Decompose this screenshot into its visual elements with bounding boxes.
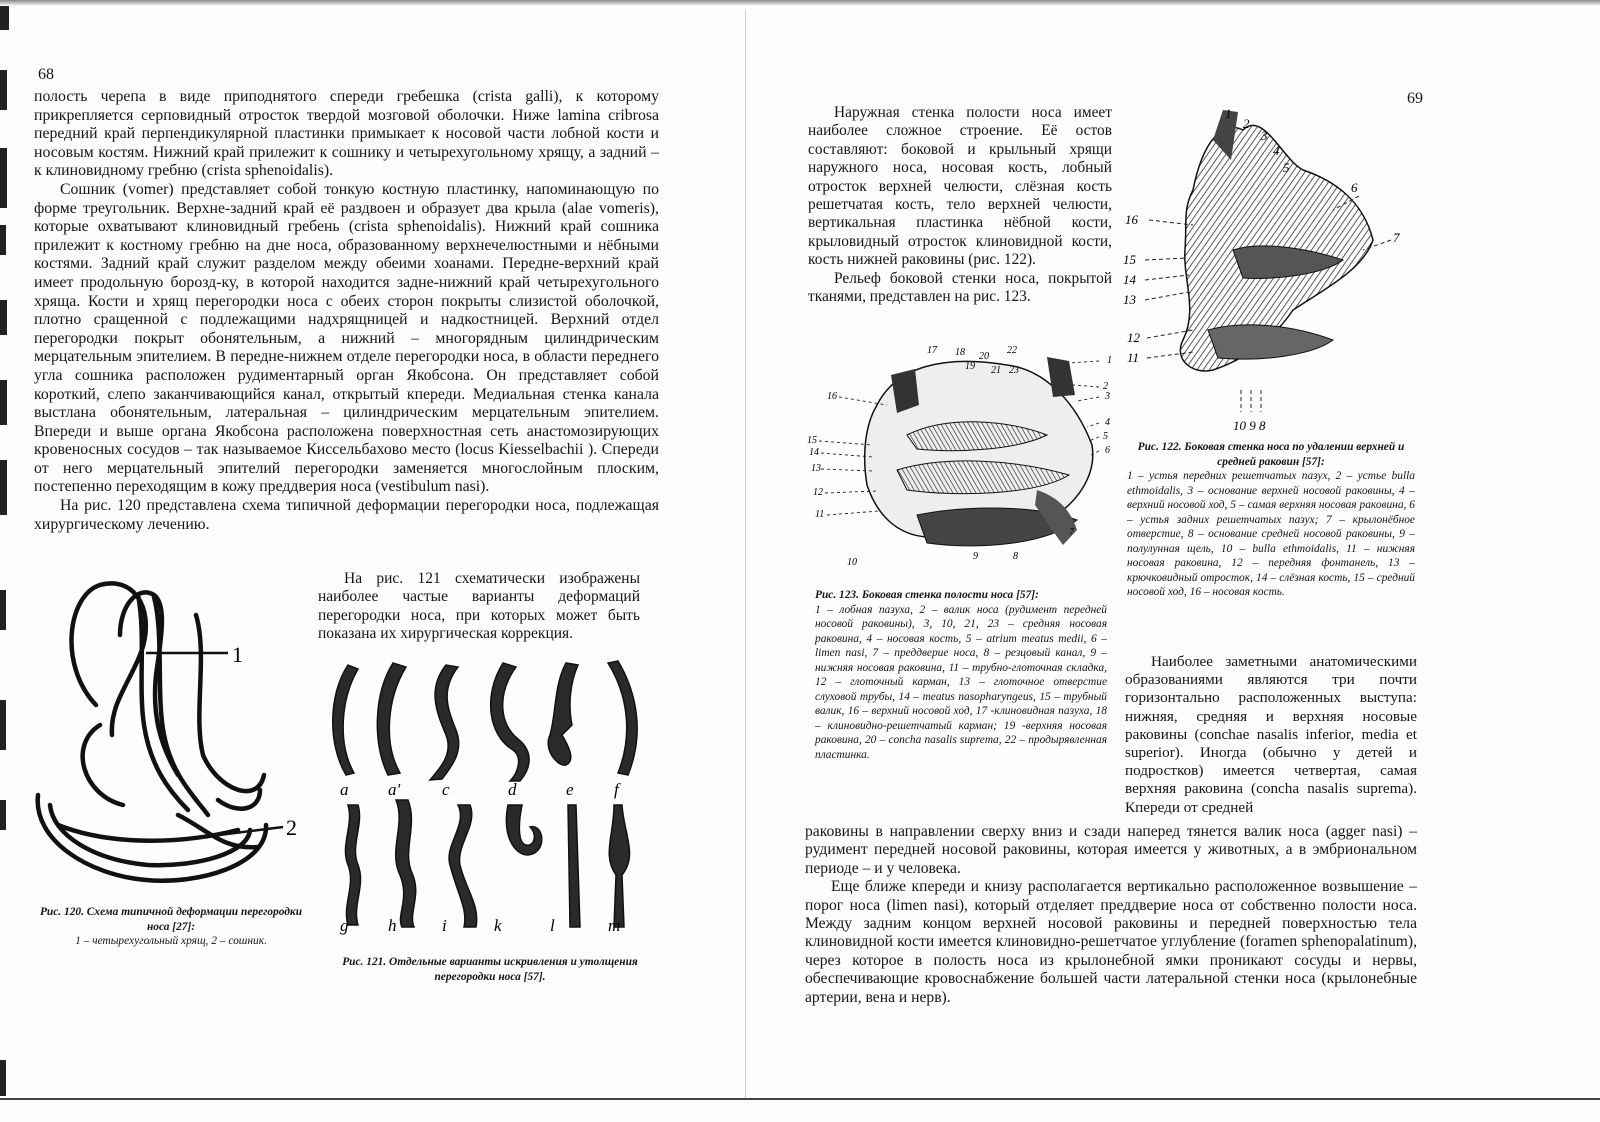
fig123-number: 13 [811, 463, 821, 474]
fig121-intro-text [318, 570, 640, 644]
right-side-text [1125, 653, 1417, 817]
paragraph: Рельеф боковой стенки носа, покрытой тканями, представлен на рис. 123. [808, 269, 1112, 306]
fig120-label-1: 1 [232, 642, 243, 667]
fig121-letter: h [388, 916, 397, 935]
page-number-right: 69 [1407, 90, 1423, 107]
fig123-number: 1 [1107, 355, 1112, 366]
fig123-number: 4 [1105, 417, 1110, 428]
left-text-column [34, 88, 659, 534]
fig123-number: 11 [815, 509, 825, 520]
fig122-number: 2 [1243, 116, 1250, 131]
fig121-letter: a' [388, 780, 401, 799]
right-bottom-text [805, 823, 1417, 1007]
fig121-letter: k [494, 916, 502, 935]
fig122-number: 14 [1123, 272, 1136, 287]
fig122-number: 12 [1127, 330, 1140, 345]
figure-122-caption [1127, 440, 1415, 600]
fig120-label-2: 2 [286, 815, 297, 840]
fig121-letter: e [566, 780, 574, 799]
fig123-number: 15 [807, 435, 817, 446]
fig123-number: 20 [979, 351, 989, 362]
fig123-number: 12 [813, 487, 823, 498]
fig122-number: 5 [1283, 160, 1290, 175]
paragraph: На рис. 121 схематически изображены наиболее частые варианты деформаций перегородки носа, при которых может быть показана их хирургическая коррекция. [318, 570, 640, 643]
fig122-number: 16 [1125, 212, 1138, 227]
fig121-letter: f [614, 780, 619, 799]
fig123-number: 6 [1105, 445, 1110, 456]
fig123-number: 7 [1069, 527, 1074, 538]
fig123-caption-body: 1 – лобная пазуха, 2 – валик носа (рудимент передней носовой раковины), 3, 10, 21, 23 – средняя носовая раковина, 4 – носовая кость, 5 – atrium meatus medii, 6 – limen nasi, 7 – преддверие носа, 8 – резцовый канал, 9 – нижняя носовая раковина, 11 – трубно-глоточная складка, 12 – глоточный карман, 13 – глоточное отверстие слуховой трубы, 14 – meatus nasopharyngeus, 15 – трубный валик, 16 – верхний носовой ход, 17 -клиновидная пазуха, 18 – клиновидно-решетчатый карман; 19 -верхняя носовая раковина, 20 – concha nasalis suprema, 22 – продырявленная пластинка. [815, 603, 1107, 761]
right-page [745, 0, 1600, 1122]
fig123-number: 23 [1009, 365, 1019, 376]
fig120-caption-title: Рис. 120. Схема типичной деформации перегородки носа [27]: [39, 906, 303, 933]
fig121-letter: c [442, 780, 450, 799]
fig122-number: 6 [1351, 180, 1358, 195]
figure-120-septum-scheme [28, 575, 318, 900]
paragraph: Еще ближе кпереди и книзу располагается вертикально расположенное возвышение – порог носа (limen nasi), который отделяет преддверие носа от собственно полости носа. Между задним концом верхней носовой раковины и передней поверхностью тела клиновидной кости имеется клиновидно-решетчатое углубление (foramen sphenopalatinum), через которое в полость носа из крылонебной ямки проникают сосуды и нервы, обеспечивающие кровоснабжение большей части латеральной стенки носа (крылонебные артерии, вена и нерв). [805, 878, 1417, 1006]
fig123-number: 16 [827, 391, 837, 402]
fig121-letter: m [608, 916, 621, 935]
fig121-letter: a [340, 780, 349, 799]
fig122-number: 10 9 8 [1233, 418, 1266, 430]
fig122-number: 3 [1261, 128, 1268, 143]
fig121-letter: l [550, 916, 555, 935]
fig123-number: 19 [965, 361, 975, 372]
fig123-number: 14 [809, 447, 819, 458]
figure-120-caption [36, 905, 306, 949]
fig123-number: 10 [847, 557, 857, 568]
paragraph: Наиболее заметными анатомическими образованиями являются три почти горизонтально расположенных выступа: нижняя, средняя и верхняя носовые раковины (conchae nasalis inferior, media et superior). Иногда (обычно у детей и подростков) имеется четвертая, самая верхняя раковина (concha nasalis suprema). Кпереди от средней [1125, 653, 1417, 816]
figure-122-lateral-nasal-wall [1123, 100, 1423, 430]
fig123-number: 21 [991, 365, 1001, 376]
fig121-letter: g [340, 916, 349, 935]
fig122-number: 11 [1127, 350, 1140, 365]
page-number-left: 68 [38, 66, 54, 83]
fig122-caption-body: 1 – устья передних решетчатых пазух, 2 – устье bulla ethmoidalis, 3 – основание верхней носовой раковины, 4 – верхний носовой ход, 5 – самая верхняя носовая раковина, 6 – устья задних решетчатых пазух; 7 – крылонёбное отверстие, 8 – основание средней носовой раковины, 9 – полулунная щель, 10 – bulla ethmoidalis, 11 – нижняя носовая раковина, 12 – передняя фонтанель, 13 – крючковидный отросток, 14 – слёзная кость, 15 – средний носовой ход, 16 – носовая кость. [1127, 470, 1415, 598]
fig123-number: 9 [973, 551, 978, 562]
fig122-number: 4 [1273, 143, 1280, 158]
fig122-number: 7 [1393, 230, 1400, 245]
paragraph: полость черепа в виде приподнятого спереди гребешка (crista galli), к которому прикрепляется серповидный отросток твердой мозговой оболочки. Ниже lamina cribrosa передний край перпендикулярной пластинки примыкает к носовой части лобной кости и носовым костям. Нижний край прилежит к сошнику и четырехугольному хрящу, а задний – к клиновидному гребню (crista sphenoidalis). [34, 88, 659, 180]
fig121-caption-title: Рис. 121. Отдельные варианты искривления и утолщения перегородки носа [57]. [342, 956, 638, 983]
fig121-letter: i [442, 916, 447, 935]
fig123-number: 18 [955, 347, 965, 358]
fig122-caption-title: Рис. 122. Боковая стенка носа по удалении верхней и средней раковин [57]: [1137, 441, 1405, 468]
fig122-number: 15 [1123, 252, 1136, 267]
fig123-number: 22 [1007, 345, 1017, 356]
fig123-number: 17 [927, 345, 937, 356]
fig123-caption-title: Рис. 123. Боковая стенка полости носа [57]: [815, 589, 1039, 601]
fig123-number: 2 [1103, 381, 1108, 392]
fig121-letter: d [508, 780, 517, 799]
fig123-number: 5 [1103, 431, 1108, 442]
fig122-number: 13 [1123, 292, 1136, 307]
figure-123-lateral-nasal-cavity-wall [807, 345, 1117, 575]
fig123-number: 3 [1105, 391, 1110, 402]
right-intro-text [808, 104, 1112, 306]
paragraph: Сошник (vomer) представляет собой тонкую костную пластинку, напоминающую по форме треугольник. Верхне-задний край её раздвоен и образует два крыла (alae vomeris), которые охватывают клиновидный гребень (crista sphenoidalis). Нижний край сошника прилежит к костному гребню на дне носа, образованному верхнечелюстными и нёбными костями. Задний край служит разделом между обеими хоанами. Передне-верхний край имеет продольную борозд-ку, в которой находится задне-нижний край четырехугольного хряща. Кости и хрящ перегородки носа с обеих сторон покрыты слизистой оболочкой, плотно сращенной с подлежащими надхрящницей и надкостницей. Верхний отдел перегородки покрыт обонятельным, а нижний – многорядным цилиндрическим мерцательным эпителием. В передне-нижнем отделе перегородки носа, в области переднего угла сошника расположен рудиментарный орган Якобсона. Он представляет собой короткий, слепо заканчивающийся канал, открытый кпереди. Медиальная стенка канала выстлана обонятельным, латеральная – цилиндрическим мерцательным эпителием. Впереди и выше органа Якобсона расположена поверхностная сеть анастомозирующих кровеносных сосудов – так называемое Киссельбахово место (locus Kiesselbachii ). Спереди от него мерцательный эпителий перегородки заменяется многослойным плоским, постепенно переходящим в кожу преддверия носа (vestibulum nasi). [34, 180, 659, 496]
figure-123-caption [815, 588, 1107, 762]
paragraph: Наружная стенка полости носа имеет наиболее сложное строение. Её остов составляют: боковой и крыльный хрящи наружного носа, носовая кость, лобный отросток верхней челюсти, слёзная кость решетчатая кость, тело верхней челюсти, вертикальная пластинка нёбной кости, крыловидный отросток клиновидной кости, кость нижней раковины (рис. 122). [808, 104, 1112, 269]
paragraph: раковины в направлении сверху вниз и сзади наперед тянется валик носа (agger nasi) – рудимент передней носовой раковины, которая имеется у животных, а в эмбриональном периоде – и у человека. [805, 823, 1417, 877]
figure-121-septum-variants [318, 655, 648, 935]
fig120-caption-body: 1 – четырехугольный хрящ, 2 – сошник. [75, 935, 267, 947]
paragraph: На рис. 120 представлена схема типичной деформации перегородки носа, подлежащая хирургическому лечению. [34, 497, 659, 533]
fig122-number: 1 [1225, 106, 1232, 121]
left-page [0, 0, 745, 1122]
fig123-number: 8 [1013, 551, 1018, 562]
figure-121-caption [340, 955, 640, 984]
